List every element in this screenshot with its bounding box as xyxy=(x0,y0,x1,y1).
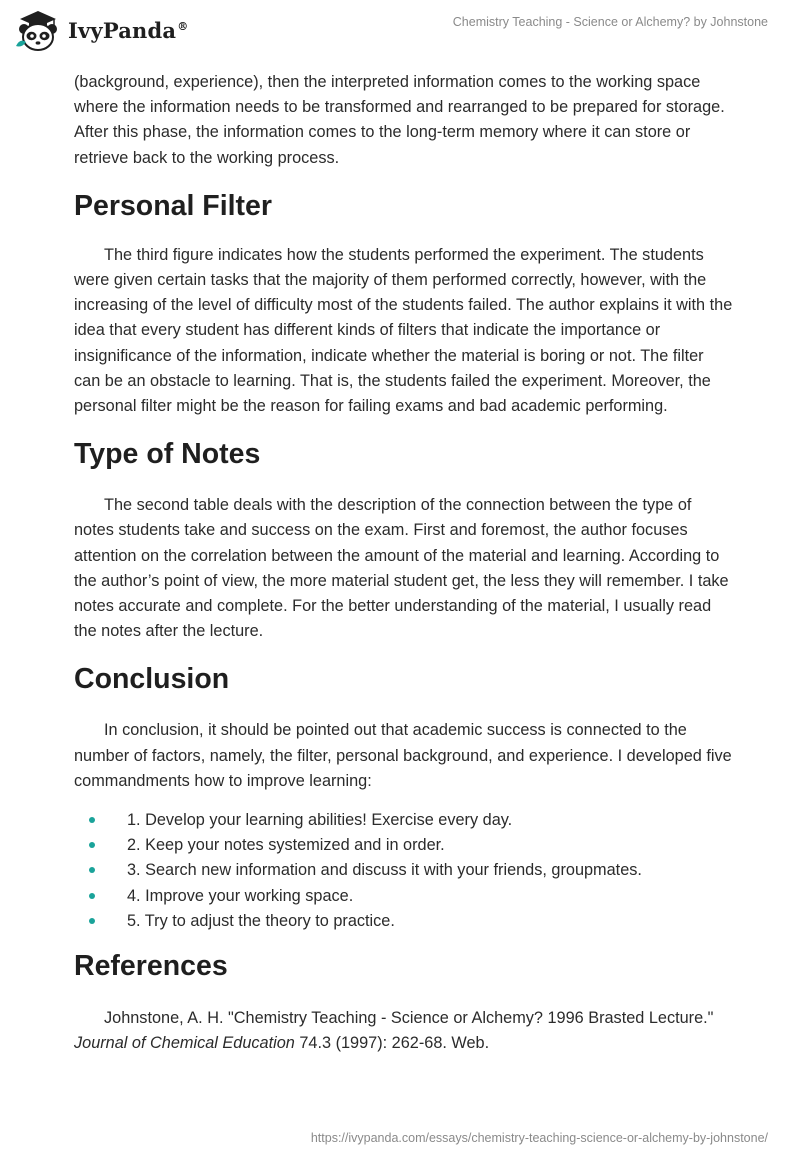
list-item-text: 2. Keep your notes systemized and in order. xyxy=(127,836,445,855)
bullet-icon xyxy=(89,893,95,899)
list-item-text: 3. Search new information and discuss it with your friends, groupmates. xyxy=(127,861,642,880)
intro-paragraph: (background, experience), then the interpreted information comes to the working space where the information needs to be transformed and rearranged to be prepared for storage. After this phase, the information comes to the long-term memory where it can store or retrieve back to the working process. xyxy=(74,73,725,167)
list-item xyxy=(74,833,734,858)
logo-wordmark xyxy=(68,18,188,43)
bullet-icon xyxy=(89,918,95,924)
ivypanda-logo[interactable] xyxy=(14,8,188,52)
type-of-notes-paragraph: The second table deals with the description of the connection between the type of notes students take and success on the exam. First and foremost, the author focuses attention on the correlation between the amount of the material and learning. According to the author’s point of view, the more material student get, the less they will remember. I take notes accurate and complete. For the better understanding of the material, I usually read the notes after the lecture. xyxy=(74,496,729,641)
page-header xyxy=(0,0,800,64)
heading-personal-filter: Personal Filter xyxy=(74,189,272,222)
registered-mark: ® xyxy=(177,19,189,33)
panda-graduate-icon xyxy=(14,8,62,52)
bullet-icon xyxy=(89,817,95,823)
commandments-list xyxy=(74,808,734,934)
list-item xyxy=(74,884,734,909)
essay-content xyxy=(74,70,734,1056)
heading-references: References xyxy=(74,950,228,983)
reference-authors-title: Johnstone, A. H. "Chemistry Teaching - Science or Alchemy? 1996 Brasted Lecture." xyxy=(104,1009,714,1028)
bullet-icon xyxy=(89,842,95,848)
heading-conclusion: Conclusion xyxy=(74,663,230,696)
document-title: Chemistry Teaching - Science or Alchemy? by Johnstone xyxy=(452,15,768,29)
list-item-text: 5. Try to adjust the theory to practice. xyxy=(127,911,395,930)
conclusion-paragraph: In conclusion, it should be pointed out that academic success is connected to the number of factors, namely, the filter, personal background, and experience. I developed five commandments how to improve learning: xyxy=(74,721,732,790)
heading-type-of-notes: Type of Notes xyxy=(74,438,261,471)
bullet-icon xyxy=(89,867,95,873)
reference-details: 74.3 (1997): 262-68. Web. xyxy=(294,1034,490,1053)
list-item-text: 4. Improve your working space. xyxy=(127,886,354,905)
reference-journal: Journal of Chemical Education xyxy=(74,1034,295,1053)
source-url-link[interactable]: https://ivypanda.com/essays/chemistry-teaching-science-or-alchemy-by-johnstone/ xyxy=(310,1131,768,1145)
reference-entry xyxy=(74,1006,734,1056)
list-item-text: 1. Develop your learning abilities! Exercise every day. xyxy=(127,811,513,830)
list-item xyxy=(74,909,734,934)
list-item xyxy=(74,858,734,883)
logo-text: IvyPanda xyxy=(68,17,177,43)
list-item xyxy=(74,808,734,833)
personal-filter-paragraph: The third figure indicates how the students performed the experiment. The students were given certain tasks that the majority of them performed correctly, however, with the increasing of the level of difficulty most of the students failed. The author explains it with the idea that every student has different kinds of filters that indicate the importance or insignificance of the information, indicate whether the material is boring or not. The filter can be an obstacle to learning. That is, the students failed the experiment. Moreover, the personal filter might be the reason for failing exams and bad academic performing. xyxy=(74,245,733,416)
